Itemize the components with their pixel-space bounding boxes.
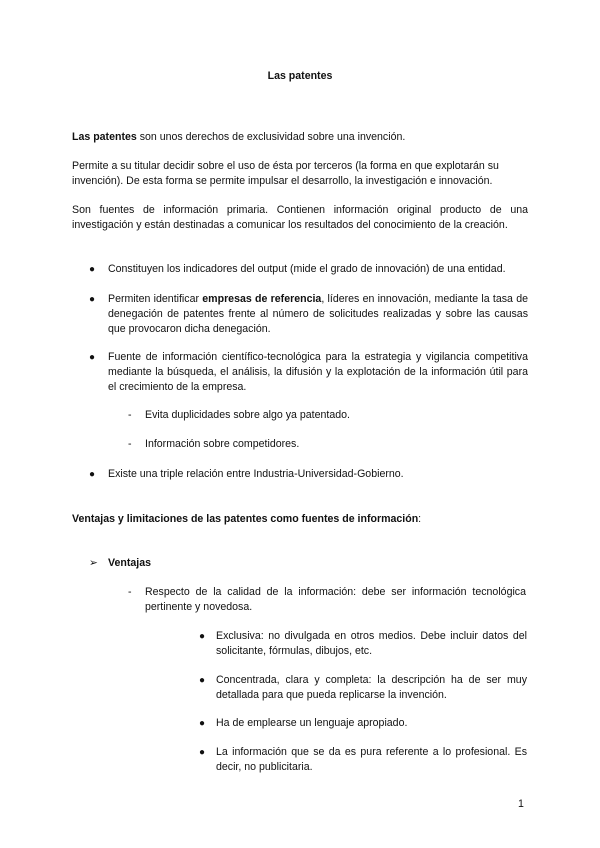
bullet-item-triple: Existe una triple relación entre Industria-Universidad-Gobierno. <box>108 468 404 480</box>
bullet-dot-icon: ● <box>89 294 96 305</box>
sub-item-duplicidades: Evita duplicidades sobre algo ya patentado. <box>145 409 350 421</box>
arrow-bullet-icon: ➢ <box>89 557 98 569</box>
bullet-dot-icon: ● <box>89 352 96 363</box>
point-exclusiva: Exclusiva: no divulgada en otros medios. Debe incluir datos del solicitante, fórmulas, dibujos, etc. <box>216 630 527 657</box>
paragraph-fuentes: Son fuentes de información primaria. Contienen información original producto de una investigación y están destinadas a comunicar los resultados del conocimiento de la creación. <box>72 204 528 231</box>
dash-icon: - <box>128 586 132 598</box>
bullet-dot-icon: ● <box>199 631 206 642</box>
paragraph-titular: Permite a su titular decidir sobre el uso de ésta por terceros (la forma en que explotarán su invención). De esta forma se permite impulsar el desarrollo, la investigación e innovación. <box>72 160 499 187</box>
bullet-dot-icon: ● <box>199 675 206 686</box>
bullet-dot-icon: ● <box>89 264 96 275</box>
sub-item-competidores: Información sobre competidores. <box>145 438 300 450</box>
bold-term-empresas: empresas de referencia <box>202 293 322 305</box>
point-profesional: La información que se da es pura referente a lo profesional. Es decir, no publicitaria. <box>216 746 527 773</box>
point-lenguaje: Ha de emplearse un lenguaje apropiado. <box>216 717 408 729</box>
intro-paragraph <box>72 130 532 145</box>
document-title: Las patentes <box>267 70 333 82</box>
intro-text: son unos derechos de exclusividad sobre una invención. <box>136 131 406 143</box>
section-heading: Ventajas y limitaciones de las patentes como fuentes de información: <box>72 513 422 525</box>
item-calidad: Respecto de la calidad de la información: debe ser información tecnológica pertinente y novedosa. <box>145 586 526 613</box>
bullet-dot-icon: ● <box>89 469 96 480</box>
dash-icon: - <box>128 438 132 450</box>
bullet-item-fuente: Fuente de información científico-tecnológica para la estrategia y vigilancia competitiva mediante la búsqueda, el análisis, la difusión y la explotación de la información útil para el crecimiento de la empresa. <box>108 351 528 393</box>
bullet-item-empresas: Permiten identificar empresas de referencia, líderes en innovación, mediante la tasa de denegación de patentes frente al número de solicitudes realizadas y sobre las causas que provocaron dicha denegación. <box>108 293 528 335</box>
intro-bold-term: Las patentes <box>72 131 137 143</box>
dash-icon: - <box>128 409 132 421</box>
bullet-dot-icon: ● <box>199 718 206 729</box>
bullet-dot-icon: ● <box>199 747 206 758</box>
bullet-item-indicadores: Constituyen los indicadores del output (mide el grado de innovación) de una entidad. <box>108 263 506 275</box>
point-concentrada: Concentrada, clara y completa: la descripción ha de ser muy detallada para que pueda replicarse la invención. <box>216 674 527 701</box>
page-number: 1 <box>518 798 524 810</box>
sub-heading-ventajas: Ventajas <box>108 557 151 569</box>
